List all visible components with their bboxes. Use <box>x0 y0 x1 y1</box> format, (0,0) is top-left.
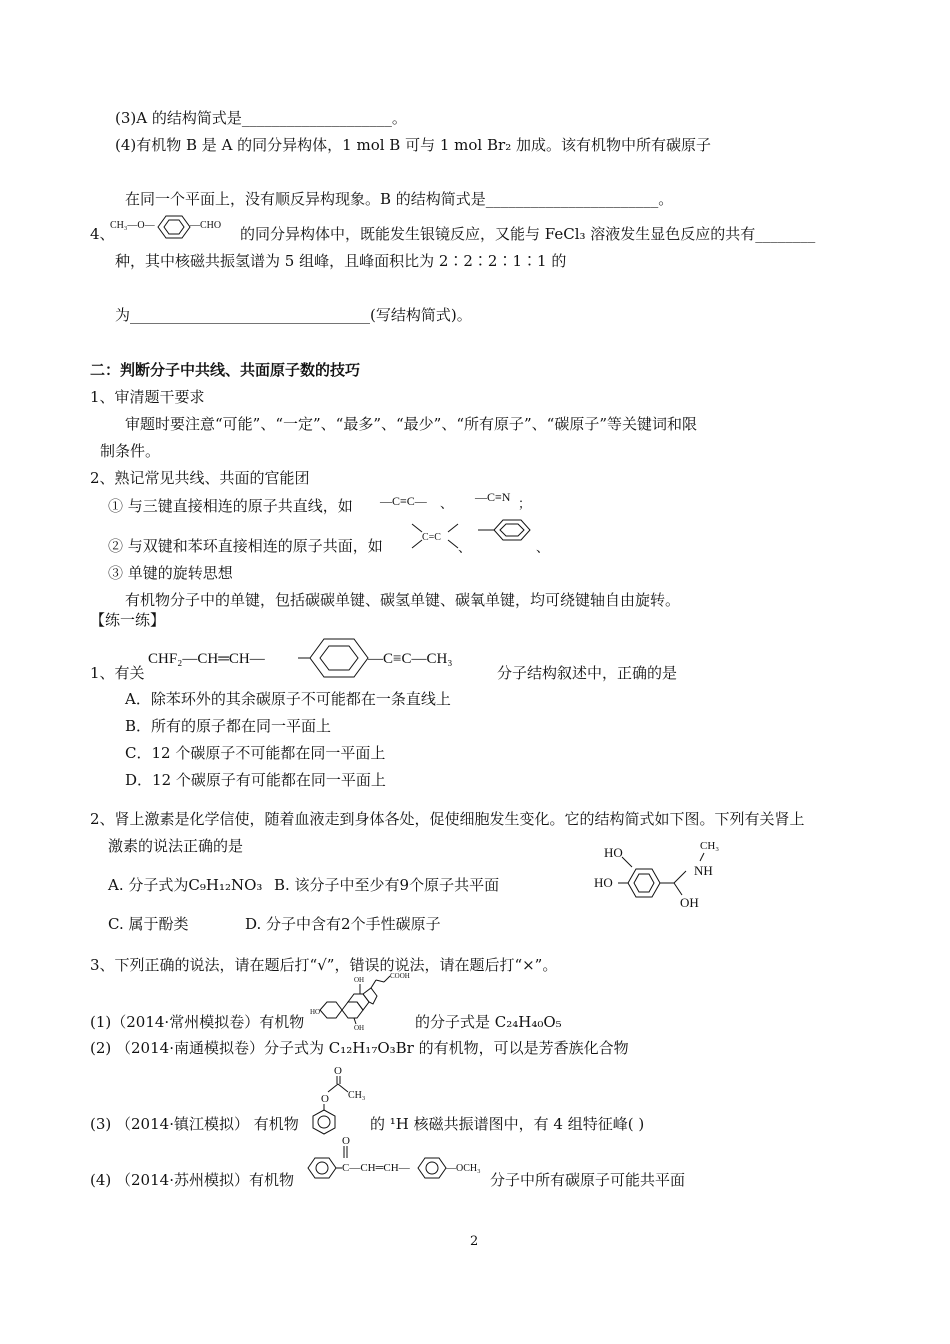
step-1-title: 1、审清题干要求 <box>90 388 205 406</box>
steroid-structure <box>310 972 418 1032</box>
step-1-body-line1: 审题时要注意“可能”、“一定”、“最多”、“最少”、“所有原子”、“碳原子”等关键词和限 <box>125 415 698 433</box>
ex2-option-c: C. 属于酚类 <box>108 915 189 933</box>
step-2-item3-body: 有机物分子中的单键，包括碳碳单键、碳氢单键、碳氧单键，均可绕键轴自由旋转。 <box>125 591 681 609</box>
adrenaline-ho-bottom: HO <box>594 875 613 890</box>
svg-text:；: ； <box>518 496 532 511</box>
ex3-item1-prefix: (1)（2014·常州模拟卷）有机物 <box>90 1013 305 1031</box>
question-3-line: (3)A 的结构简式是____________________。 <box>115 109 407 127</box>
ex3-item3-prefix: (3) （2014·镇江模拟） 有机物 <box>90 1115 299 1133</box>
chalcone-och3: —OCH₃ <box>446 1163 481 1174</box>
methoxybenzaldehyde-structure <box>110 210 240 244</box>
problem-4-text: 的同分异构体中，既能发生银镜反应，又能与 FeCl₃ 溶液发生显色反应的共有________ <box>240 225 816 243</box>
acetate-o: O <box>321 1093 329 1105</box>
step-2-title: 2、熟记常见共线、共面的官能团 <box>90 469 310 487</box>
svg-text:、: 、 <box>536 540 550 555</box>
steroid-ho: HO <box>310 1008 321 1016</box>
svg-text:、: 、 <box>458 540 472 555</box>
problem-4-number: 4、 <box>90 225 115 243</box>
question-4-line1: (4)有机物 B 是 A 的同分异构体，1 mol B 可与 1 mol Br₂ 加成。该有机物中所有碳原子 <box>115 136 711 154</box>
ex1-option-c: C．12 个碳原子不可能都在同一平面上 <box>125 744 386 762</box>
chalcone-structure <box>306 1136 486 1184</box>
ex3-item2: (2) （2014·南通模拟卷）分子式为 C₁₂H₁₇O₃Br 的有机物，可以是芳香族化合物 <box>90 1039 629 1057</box>
ex1-formula-left: CHF₂—CH═CH— <box>148 651 265 667</box>
acetate-ch3: CH₃ <box>348 1090 366 1101</box>
ex2-option-a: A. 分子式为C₉H₁₂NO₃ <box>108 876 263 894</box>
ex1-structure <box>148 636 498 678</box>
acetate-o-top: O <box>334 1065 342 1077</box>
nitrile-fragment: —C≡N <box>475 490 511 504</box>
problem-4-line3: 为________________________________(写结构简式)。 <box>115 306 472 324</box>
svg-text:、: 、 <box>440 496 454 511</box>
ex3-intro: 3、下列正确的说法，请在题后打“√”，错误的说法，请在题后打“×”。 <box>90 956 558 974</box>
ex1-formula-right: —C≡C—CH₃ <box>368 651 453 667</box>
ex2-line1: 2、肾上激素是化学信使，随着血液走到身体各处，促使细胞发生变化。它的结构简式如下图。下列有关肾上 <box>90 810 805 828</box>
p4-struct-left: CH₃—O— <box>110 220 155 231</box>
step-2-item3: ③ 单键的旋转思想 <box>108 564 233 582</box>
steroid-oh-top: OH <box>354 976 365 984</box>
ex3-item4-suffix: 分子中所有碳原子可能共平面 <box>490 1171 686 1189</box>
adrenaline-oh: OH <box>680 895 699 910</box>
ex2-line2: 激素的说法正确的是 <box>108 837 244 855</box>
ex2-option-d: D. 分子中含有2个手性碳原子 <box>245 915 441 933</box>
ex1-option-d: D．12 个碳原子有可能都在同一平面上 <box>125 771 386 789</box>
alkene-benzene-examples <box>410 518 560 558</box>
ex3-item1-suffix: 的分子式是 C₂₄H₄₀O₅ <box>415 1013 562 1031</box>
ex1-option-a: A．除苯环外的其余碳原子不可能都在一条直线上 <box>125 690 451 708</box>
steroid-oh-bottom: OH <box>354 1024 365 1032</box>
chalcone-o: O <box>342 1135 350 1147</box>
step-2-item2: ② 与双键和苯环直接相连的原子共面，如 <box>108 537 383 555</box>
section-2-title: 二：判断分子中共线、共面原子数的技巧 <box>90 361 361 379</box>
ex2-option-b: B. 该分子中至少有9个原子共平面 <box>274 876 500 894</box>
steroid-cooh: COOH <box>390 972 410 980</box>
ex3-item3-suffix: 的 ¹H 核磁共振谱图中，有 4 组特征峰( ) <box>370 1115 645 1133</box>
alkyne-nitrile-examples <box>380 488 540 518</box>
step-1-body-line2: 制条件。 <box>100 442 161 460</box>
practice-title: 【练一练】 <box>90 611 166 629</box>
problem-4-line2: 种，其中核磁共振氢谱为 5 组峰，且峰面积比为 2∶2∶2∶1∶1 的 <box>115 252 567 270</box>
adrenaline-structure <box>590 835 740 915</box>
ex1-prefix: 1、有关 <box>90 664 145 682</box>
adrenaline-ch3: CH₃ <box>700 840 720 852</box>
adrenaline-ho-top: HO <box>604 845 623 860</box>
ex1-suffix: 分子结构叙述中，正确的是 <box>497 664 678 682</box>
ex1-option-b: B．所有的原子都在同一平面上 <box>125 717 332 735</box>
step-2-item1: ① 与三键直接相连的原子共直线，如 <box>108 497 353 515</box>
chalcone-chain: C—CH═CH— <box>342 1162 410 1174</box>
ex3-item4-prefix: (4) （2014·苏州模拟）有机物 <box>90 1171 294 1189</box>
phenyl-acetate-structure <box>308 1062 368 1134</box>
page-number: 2 <box>470 1234 479 1249</box>
question-4-line2: 在同一个平面上，没有顺反异构现象。B 的结构简式是_______________________。 <box>125 190 674 208</box>
p4-struct-right: —CHO <box>190 220 222 231</box>
adrenaline-nh: NH <box>694 863 713 878</box>
alkene-fragment: C=C <box>422 532 441 543</box>
alkyne-fragment: —C≡C— <box>380 494 427 508</box>
